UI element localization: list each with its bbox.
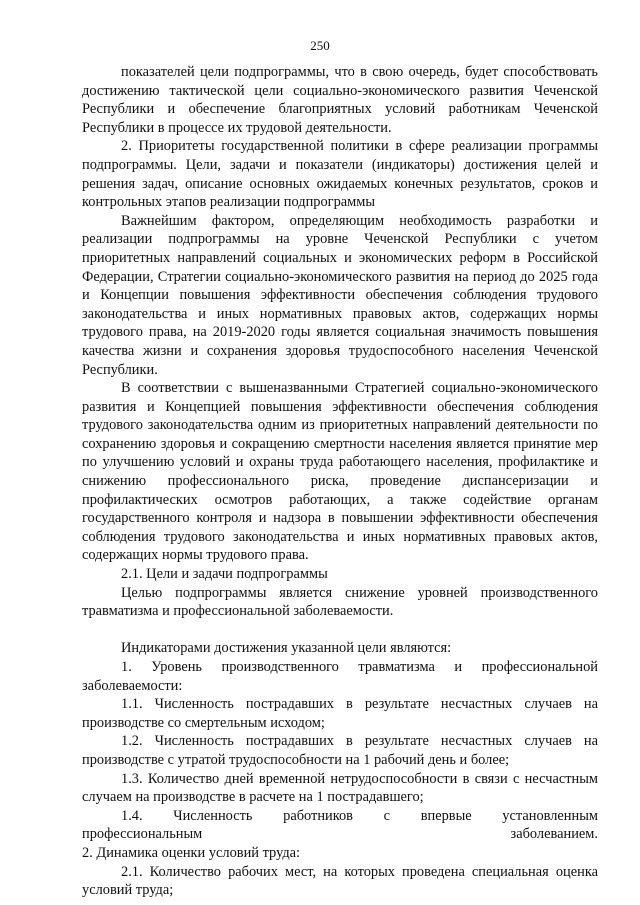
list-item-1-4-line2-left: профессиональным	[82, 826, 203, 843]
section-heading-priorities: 2. Приоритеты государственной политики в сфере реализации программы подпрограммы. Цели, задачи и показатели (индикаторы) достижения целей и решения задач, описание основных ожидаемых конечных результатов, сроков и контрольных этапов реализации подпрограммы	[82, 138, 598, 211]
subsection-heading-goals: 2.1. Цели и задачи подпрограммы	[121, 566, 328, 583]
list-item-1-2: 1.2. Численность пострадавших в результате несчастных случаев на производстве с утратой трудоспособности на 1 рабочий день и более;	[82, 733, 598, 768]
page-number: 250	[310, 38, 330, 53]
list-item-1-4-line2	[82, 825, 598, 844]
list-item-1-1: 1.1. Численность пострадавших в результате несчастных случаев на производстве со смертельным исходом;	[82, 696, 598, 731]
paragraph-strategy-concept: В соответствии с вышеназванными Стратегией социально-экономического развития и Концепцией повышения эффективности обеспечения соблюдения трудового законодательства одним из приоритетных направлений деятельности по сохранению здоровья и сокращению смертности населения является принятие мер по улучшению условий и охраны труда работающего населения, профилактике и снижению профессионального риска, проведение диспансеризации и профилактических осмотров работающих, а также содействие органам государственного контроля и надзора в повышении эффективности обеспечения соблюдения трудового законодательства и иных нормативных правовых актов, содержащих нормы трудового права.	[82, 380, 598, 564]
paragraph-key-factor: Важнейшим фактором, определяющим необходимость разработки и реализации подпрограммы на уровне Чеченской Республики с учетом приоритетных направлений социальных и экономических реформ в Российской Федерации, Стратегии социально-экономического развития на период до 2025 года и Концепции повышения эффективности обеспечения соблюдения трудового законодательства и иных нормативных правовых актов, содержащих нормы трудового права, на 2019-2020 годы является социальная значимость повышения качества жизни и сохранения здоровья трудоспособного населения Чеченской Республики.	[82, 212, 598, 378]
list-item-1-3: 1.3. Количество дней временной нетрудоспособности в связи с несчастным случаем на производстве в расчете на 1 пострадавшего;	[82, 770, 598, 806]
paragraph-subprogram-indicators-intro: показателей цели подпрограммы, что в свою очередь, будет способствовать достижению тактической цели социально-экономического развития Чеченской Республики и обеспечение благоприятных условий работникам Чеченской Республики в процессе их трудовой деятельности.	[82, 64, 598, 136]
list-item-1-4	[82, 807, 598, 844]
list-item-1-4-line1: 1.4. Численность работников с впервые установленным	[121, 807, 598, 824]
list-item-1-4-line2-right: заболеванием.	[510, 826, 598, 843]
list-item-1: 1. Уровень производственного травматизма и профессиональной заболеваемости:	[82, 659, 598, 694]
paragraph-goal: Целью подпрограммы является снижение уровней производственного травматизма и профессиональной заболеваемости.	[82, 584, 598, 620]
paragraph-indicators-heading: Индикаторами достижения указанной цели являются:	[121, 640, 452, 657]
list-item-2: 2. Динамика оценки условий труда:	[82, 844, 301, 861]
list-item-2-1: 2.1. Количество рабочих мест, на которых проведена специальная оценка условий труда;	[82, 863, 598, 899]
document-body	[82, 63, 598, 900]
